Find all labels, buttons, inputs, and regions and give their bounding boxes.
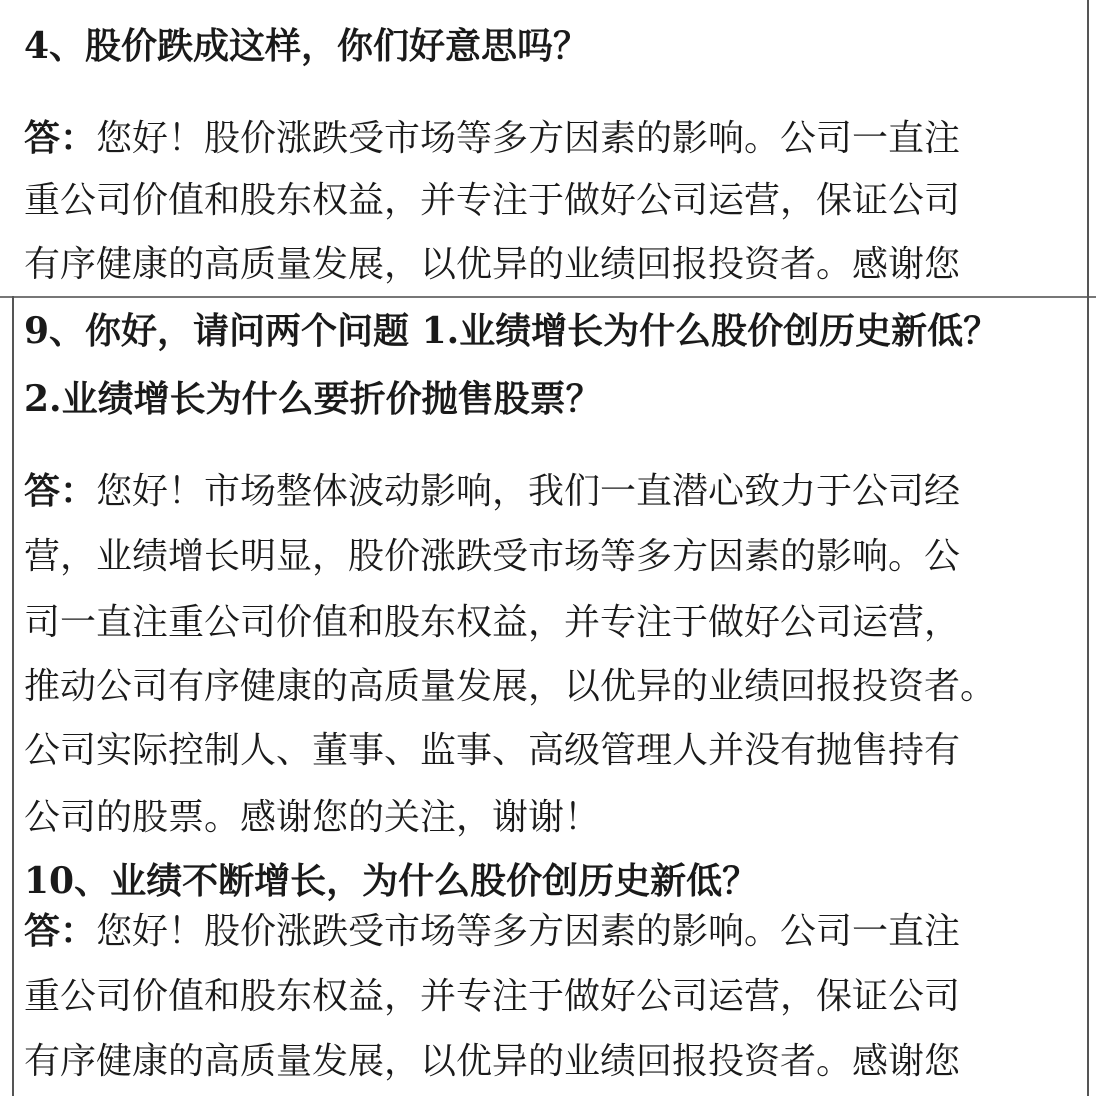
qa-block-9: [0, 296, 1096, 849]
answer-line: 重公司价值和股东权益，并专注于做好公司运营，保证公司: [24, 180, 961, 221]
question-line: 4、股价跌成这样，你们好意思吗？: [24, 25, 590, 67]
question-line: 10、业绩不断增长，为什么股价创历史新低？: [24, 860, 759, 902]
answer-line: 公司实际控制人、董事、监事、高级管理人并没有抛售持有: [24, 730, 961, 771]
answer-line: [24, 909, 960, 954]
answer-label: 答：: [24, 117, 97, 159]
answer-text: 您好！股价涨跌受市场等多方因素的影响。公司一直注: [96, 911, 961, 952]
answer-line: 推动公司有序健康的高质量发展，以优异的业绩回报投资者。: [24, 666, 997, 707]
answer-text: 您好！市场整体波动影响，我们一直潜心致力于公司经: [96, 471, 961, 512]
qa-block-4: [0, 0, 1096, 296]
answer-line: [24, 116, 960, 161]
answer-label: 答：: [24, 910, 97, 952]
answer-line: 有序健康的高质量发展，以优异的业绩回报投资者。感谢您: [24, 244, 961, 285]
answer-line: 公司的股票。感谢您的关注，谢谢！: [24, 797, 601, 838]
border-right: [1087, 849, 1089, 1096]
answer-label: 答：: [24, 470, 97, 512]
border-left: [12, 296, 14, 849]
question-line: 9、你好，请问两个问题 1.业绩增长为什么股价创历史新低？: [24, 310, 1000, 352]
answer-line: 有序健康的高质量发展，以优异的业绩回报投资者。感谢您: [24, 1041, 961, 1082]
qa-block-10: [0, 849, 1096, 1096]
question-line: 2.业绩增长为什么要折价抛售股票？: [24, 378, 602, 420]
answer-line: [24, 469, 960, 514]
divider: [0, 296, 1096, 298]
answer-line: 司一直注重公司价值和股东权益，并专注于做好公司运营，: [24, 602, 961, 643]
border-right: [1087, 296, 1089, 849]
answer-line: 营，业绩增长明显，股价涨跌受市场等多方因素的影响。公: [24, 536, 961, 577]
answer-text: 您好！股价涨跌受市场等多方因素的影响。公司一直注: [96, 118, 961, 159]
border-left: [12, 849, 14, 1096]
border-right: [1087, 0, 1089, 296]
answer-line: 重公司价值和股东权益，并专注于做好公司运营，保证公司: [24, 976, 961, 1017]
